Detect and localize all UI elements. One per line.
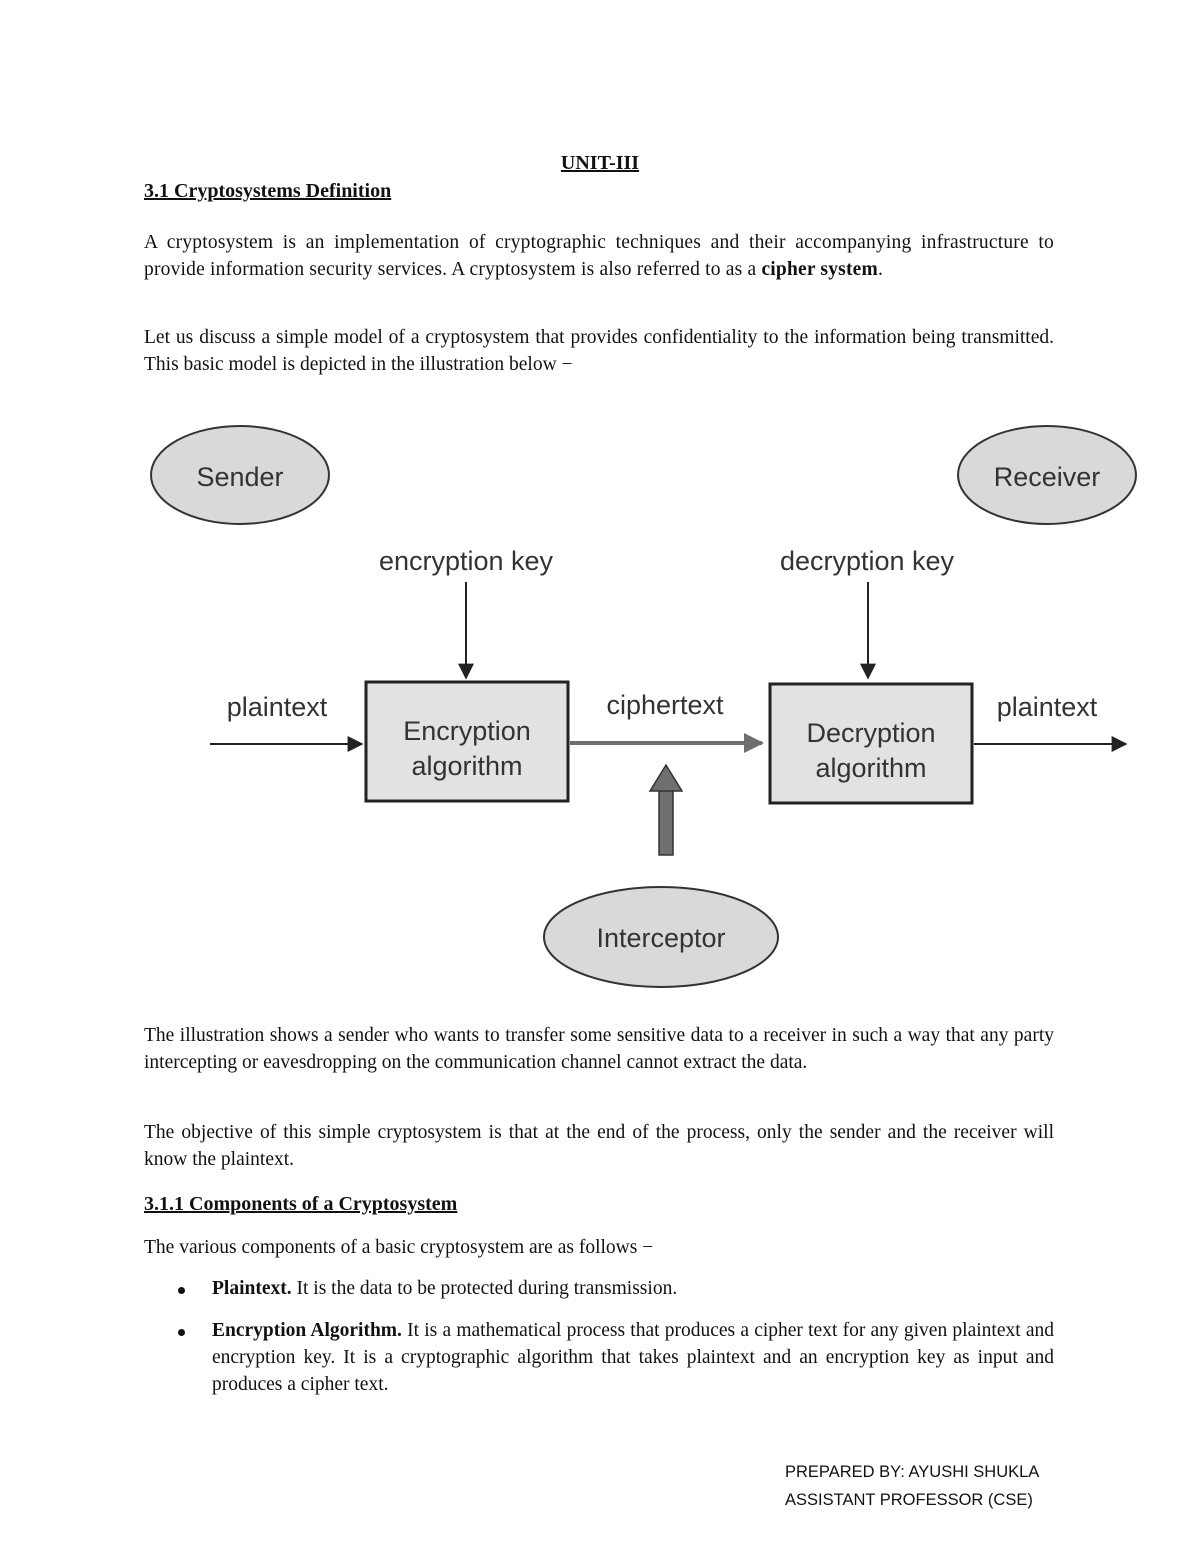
footer-credit [785, 1458, 1039, 1514]
definition-text: A cryptosystem is an implementation of cryptographic techniques and their accompanying infrastructure to provide information security services. A cryptosystem is also referred to as a [144, 232, 1054, 280]
components-list [144, 1275, 1054, 1413]
interception-arrow [650, 765, 682, 855]
list-item [144, 1275, 1054, 1302]
sender-node [151, 426, 329, 524]
section-heading-cryptosystems-definition: 3.1 Cryptosystems Definition [144, 180, 392, 202]
encryption-box-line1: Encryption [403, 716, 531, 746]
encryption-algorithm-box [366, 682, 568, 801]
footer-prepared-by: PREPARED BY: AYUSHI SHUKLA [785, 1463, 1040, 1481]
decryption-box-line2: algorithm [815, 753, 927, 783]
definition-paragraph [144, 229, 1054, 283]
component-description: It is a mathematical process that produces a cipher text for any given plaintext and encryption key. It is a cryptographic algorithm that takes plaintext and an encryption key as input and produces a cipher text. [212, 1320, 1055, 1395]
decryption-algorithm-box [770, 684, 972, 803]
cipher-system-term: cipher system [761, 259, 878, 280]
objective-paragraph: The objective of this simple cryptosystem is that at the end of the process, only the sender and the receiver will know the plaintext. [144, 1122, 1054, 1170]
bullet-icon [178, 1329, 185, 1336]
plaintext-input-label: plaintext [226, 692, 328, 722]
decryption-key-label: decryption key [779, 546, 955, 576]
component-term: Plaintext. [212, 1278, 292, 1299]
receiver-node [958, 426, 1136, 524]
interceptor-node [544, 887, 778, 987]
component-term: Encryption Algorithm. [212, 1320, 402, 1341]
components-intro: The various components of a basic cryptosystem are as follows − [144, 1237, 654, 1258]
ciphertext-label: ciphertext [606, 690, 724, 720]
encryption-key-label: encryption key [378, 546, 554, 576]
sender-label: Sender [196, 462, 284, 492]
illustration-explanation-paragraph: The illustration shows a sender who wants to transfer some sensitive data to a receiver in such a way that any party intercepting or eavesdropping on the communication channel cannot extract the data. [144, 1025, 1054, 1073]
interceptor-label: Interceptor [596, 923, 726, 953]
receiver-label: Receiver [993, 462, 1101, 492]
plaintext-output-label: plaintext [996, 692, 1098, 722]
section-heading-components: 3.1.1 Components of a Cryptosystem [144, 1193, 458, 1215]
component-description: It is the data to be protected during transmission. [291, 1278, 678, 1299]
bullet-icon [178, 1287, 185, 1294]
page-title: UNIT-III [560, 152, 640, 174]
decryption-box-line1: Decryption [806, 718, 936, 748]
footer-designation: ASSISTANT PROFESSOR (CSE) [785, 1491, 1033, 1509]
list-item [144, 1317, 1054, 1398]
cryptosystem-diagram [140, 405, 1140, 1005]
model-intro-paragraph: Let us discuss a simple model of a cryptosystem that provides confidentiality to the information being transmitted. This basic model is depicted in the illustration below − [144, 327, 1054, 375]
encryption-box-line2: algorithm [411, 751, 523, 781]
definition-end: . [877, 259, 884, 280]
